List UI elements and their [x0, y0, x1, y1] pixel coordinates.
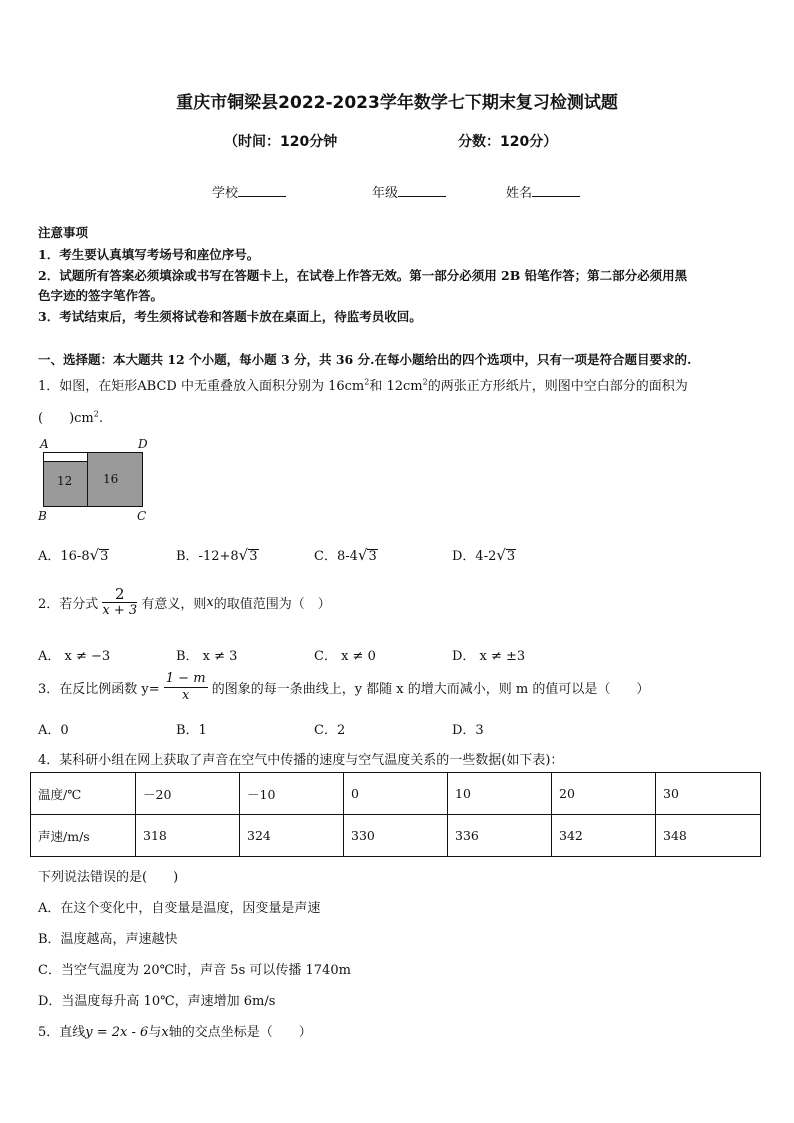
note-item: 色字迹的签字笔作答。 [38, 288, 164, 303]
time-info: （时间：120分钟 [224, 134, 338, 150]
score-info: 分数：120分） [458, 134, 558, 150]
q3-option-d[interactable]: D．3 [452, 723, 484, 738]
q1-option-a[interactable]: A．16-8√3 [38, 546, 109, 564]
q1-option-d[interactable]: D．4-2√3 [452, 546, 516, 564]
name-blank[interactable] [532, 184, 580, 197]
q2-option-d[interactable]: D． x ≠ ±3 [452, 649, 526, 664]
question-2-text: 2．若分式 $\frac{2}{x + 3}$ 有意义，则x的取值范围为（ ） [38, 585, 331, 618]
q4-option-b[interactable]: B．温度越高，声速越快 [38, 932, 178, 947]
table-cell: －10 [240, 773, 344, 815]
q3-option-b[interactable]: B．1 [176, 723, 207, 738]
vertex-b: B [38, 509, 47, 523]
table-cell: 324 [240, 815, 344, 857]
question-3-text: 3．在反比例函数 y= $\frac{1 - m}{x}$ 的图象的每一条曲线上，y 都随 x 的增大而减小，则 m 的值可以是（ ） [38, 671, 650, 703]
table-cell: 318 [136, 815, 240, 857]
square-16-label: 16 [103, 472, 119, 486]
table-cell: 348 [656, 815, 761, 857]
section-heading: 一、选择题：本大题共 12 个小题，每小题 3 分，共 36 分.在每小题给出的四个选项中，只有一项是符合题目要求的. [38, 352, 692, 367]
q2-option-b[interactable]: B． x ≠ 3 [176, 649, 238, 664]
fraction: $\frac{1 - m}{x}$ [165, 671, 206, 703]
grade-field[interactable] [372, 182, 446, 201]
table-cell: 30 [656, 773, 761, 815]
grade-label: 年级 [372, 186, 399, 201]
question-5-text: 5．直线y = 2x - 6与x轴的交点坐标是（ ） [38, 1025, 312, 1040]
note-item: 3．考试结束后，考生须将试卷和答题卡放在桌面上，待监考员收回。 [38, 309, 422, 324]
table-cell: 336 [448, 815, 552, 857]
table-cell: 330 [344, 815, 448, 857]
vertex-c: C [137, 509, 147, 523]
q4-option-a[interactable]: A．在这个变化中，自变量是温度，因变量是声速 [38, 901, 321, 916]
grade-blank[interactable] [398, 184, 446, 197]
table-cell: 342 [552, 815, 656, 857]
school-field[interactable] [212, 182, 286, 201]
school-blank[interactable] [238, 184, 286, 197]
school-label: 学校 [212, 186, 239, 201]
q3-option-c[interactable]: C．2 [314, 723, 346, 738]
table-cell: －20 [136, 773, 240, 815]
vertex-a: A [40, 437, 49, 451]
name-field[interactable] [506, 182, 580, 201]
table-cell: 温度/℃ [31, 773, 136, 815]
q1-option-c[interactable]: C．8-4√3 [314, 546, 377, 564]
data-table [30, 772, 761, 857]
table-cell: 10 [448, 773, 552, 815]
q2-option-a[interactable]: A． x ≠ −3 [38, 649, 111, 664]
q4-option-c[interactable]: C．当空气温度为 20℃时，声音 5s 可以传播 1740m [38, 963, 351, 978]
q2-option-c[interactable]: C． x ≠ 0 [314, 649, 376, 664]
name-label: 姓名 [506, 186, 533, 201]
question-4-prompt: 下列说法错误的是( ) [38, 870, 179, 885]
q4-option-d[interactable]: D．当温度每升高 10℃，声速增加 6m/s [38, 994, 276, 1009]
square-12-label: 12 [57, 474, 73, 488]
page-title: 重庆市铜梁县2022-2023学年数学七下期末复习检测试题 [176, 93, 618, 113]
figure-svg [40, 450, 146, 510]
fraction: $\frac{2}{x + 3}$ [102, 585, 138, 618]
table-row [31, 773, 761, 815]
vertex-d: D [138, 437, 148, 451]
q1-option-b[interactable]: B．-12+8√3 [176, 546, 258, 564]
question-1-blank: ( )$cm^2$. [38, 409, 103, 426]
notes-heading: 注意事项 [38, 225, 89, 240]
table-cell: 0 [344, 773, 448, 815]
q3-option-a[interactable]: A．0 [38, 723, 69, 738]
note-item: 2．试题所有答案必须填涂或书写在答题卡上，在试卷上作答无效。第一部分必须用 2B 铅笔作答；第二部分必须用黑 [38, 268, 688, 283]
table-cell: 20 [552, 773, 656, 815]
table-row [31, 815, 761, 857]
question-1-text: 1．如图，在矩形ABCD 中无重叠放入面积分别为 $16cm^2$和 $12cm^2$的两张正方形纸片，则图中空白部分的面积为 [38, 377, 688, 394]
table-cell: 声速/m/s [31, 815, 136, 857]
question-4-text: 4．某科研小组在网上获取了声音在空气中传播的速度与空气温度关系的一些数据(如下表)： [38, 753, 564, 768]
note-item: 1．考生要认真填写考场号和座位序号。 [38, 247, 260, 262]
